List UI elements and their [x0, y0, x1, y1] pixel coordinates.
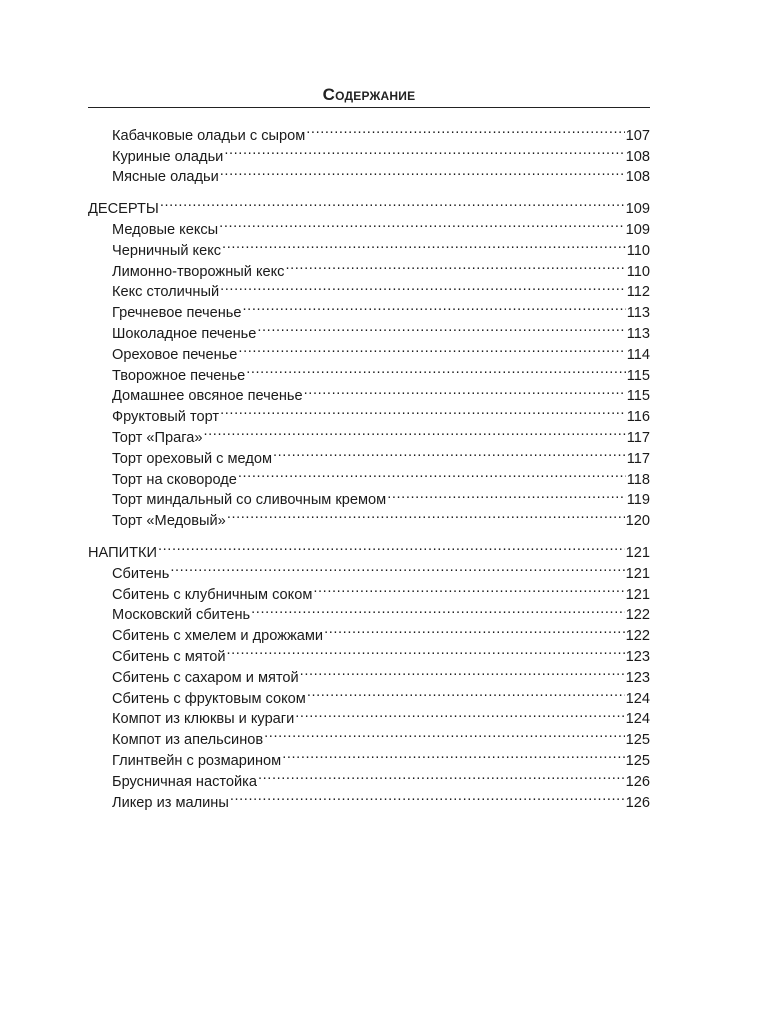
dot-leader [300, 661, 625, 682]
dot-leader [313, 578, 624, 599]
dot-leader [230, 786, 625, 807]
toc-page-number: 118 [626, 471, 650, 488]
toc-page-number: 109 [625, 201, 650, 218]
toc-page-number: 113 [626, 305, 650, 322]
toc-entry-title: Кекс столичный [112, 284, 220, 301]
toc-entry-title: Лимонно-творожный кекс [112, 263, 285, 280]
toc-entry-title: Ликер из малины [112, 794, 229, 811]
toc-section-heading[interactable] [88, 536, 650, 561]
toc-entry[interactable] [88, 119, 650, 144]
toc-page-number: 126 [625, 773, 650, 790]
dot-leader [258, 765, 625, 786]
toc-entry-title: Сбитень с сахаром и мятой [112, 669, 299, 686]
toc-page-number: 109 [625, 221, 650, 238]
toc-entry[interactable] [88, 557, 650, 582]
dot-leader [222, 234, 626, 255]
toc-page-number: 125 [625, 732, 650, 749]
toc-entry-title: Торт миндальный со сливочным кремом [112, 492, 387, 509]
page-header: Содержание [322, 85, 416, 104]
toc-page-number: 110 [626, 242, 650, 259]
dot-leader [220, 400, 626, 421]
dot-leader [227, 504, 625, 525]
toc-entry-title: Медовые кексы [112, 221, 219, 238]
toc-entry-title: Компот из апельсинов [112, 732, 264, 749]
toc-entry-title: Сбитень с фруктовым соком [112, 690, 306, 707]
toc-page-number: 122 [625, 628, 650, 645]
toc-page-number: 110 [626, 263, 650, 280]
toc-page-number: 115 [626, 388, 650, 405]
toc-entry-title: Глинтвейн с розмарином [112, 752, 282, 769]
dot-leader [304, 380, 626, 401]
dot-leader [324, 619, 625, 640]
dot-leader [285, 255, 625, 276]
toc-entry-title: Черничный кекс [112, 242, 222, 259]
toc-page-number: 113 [626, 325, 650, 342]
dot-leader [219, 213, 624, 234]
toc-entry-title: Куриные оладьи [112, 148, 224, 165]
dot-leader [282, 744, 624, 765]
toc-entry-title: Торт ореховый с медом [112, 450, 272, 467]
toc-entry-title: Торт «Прага» [112, 429, 203, 446]
dot-leader [295, 703, 624, 724]
dot-leader [204, 421, 626, 442]
toc-entry-title: Московский сбитень [112, 607, 251, 624]
dot-leader [158, 536, 625, 557]
table-of-contents [88, 119, 650, 811]
toc-page [88, 84, 650, 818]
toc-page-number: 117 [626, 450, 650, 467]
toc-page-number: 124 [625, 690, 650, 707]
toc-entry-title: Гречневое печенье [112, 305, 242, 322]
dot-leader [220, 276, 626, 297]
toc-page-number: 126 [625, 794, 650, 811]
toc-entry-title: Шоколадное печенье [112, 325, 257, 342]
toc-entry[interactable] [88, 213, 650, 238]
toc-page-number: 108 [625, 148, 650, 165]
dot-leader [243, 296, 626, 317]
toc-page-number: 114 [626, 346, 650, 363]
dot-leader [238, 463, 626, 484]
toc-entry-title: Компот из клюквы и кураги [112, 711, 295, 728]
toc-page-number: 125 [625, 752, 650, 769]
toc-page-number: 107 [625, 127, 650, 144]
toc-entry-title: Домашнее овсяное печенье [112, 388, 303, 405]
toc-entry-title: Кабачковые оладьи с сыром [112, 127, 306, 144]
toc-page-number: 116 [626, 409, 650, 426]
dot-leader [238, 338, 625, 359]
toc-entry-title: Сбитень с клубничным соком [112, 586, 313, 603]
toc-page-number: 112 [626, 284, 650, 301]
toc-page-number: 119 [626, 492, 650, 509]
toc-heading-title: ДЕСЕРТЫ [88, 201, 159, 218]
dot-leader [257, 317, 625, 338]
dot-leader [170, 557, 624, 578]
toc-page-number: 122 [625, 607, 650, 624]
toc-page-number: 121 [625, 586, 650, 603]
toc-page-number: 121 [625, 565, 650, 582]
toc-heading-title: НАПИТКИ [88, 544, 157, 561]
toc-entry-title: Фруктовый торт [112, 409, 220, 426]
toc-entry-title: Торт «Медовый» [112, 513, 226, 530]
toc-page-number: 123 [625, 648, 650, 665]
toc-section [88, 536, 650, 811]
toc-entry-title: Сбитень [112, 565, 170, 582]
dot-leader [273, 442, 626, 463]
toc-page-number: 120 [625, 513, 650, 530]
header-rule [88, 107, 650, 108]
toc-entry-title: Ореховое печенье [112, 346, 238, 363]
toc-entry-title: Брусничная настойка [112, 773, 257, 790]
toc-entry-title: Творожное печенье [112, 367, 246, 384]
toc-entry-title: Сбитень с мятой [112, 648, 226, 665]
dot-leader [307, 682, 625, 703]
toc-section [88, 119, 650, 186]
toc-page-number: 124 [625, 711, 650, 728]
dot-leader [160, 192, 625, 213]
dot-leader [220, 161, 625, 182]
toc-page-number: 121 [625, 544, 650, 561]
toc-section [88, 192, 650, 530]
dot-leader [251, 599, 625, 620]
toc-entry-title: Мясные оладьи [112, 169, 219, 186]
toc-section-heading[interactable] [88, 192, 650, 218]
dot-leader [264, 723, 625, 744]
toc-entry-title: Торт на сковороде [112, 471, 237, 488]
dot-leader [306, 119, 624, 140]
dot-leader [387, 484, 626, 505]
toc-page-number: 115 [626, 367, 650, 384]
toc-entry-title: Сбитень с хмелем и дрожжами [112, 628, 324, 645]
dot-leader [246, 359, 626, 380]
toc-page-number: 108 [625, 169, 650, 186]
toc-page-number: 117 [626, 429, 650, 446]
toc-page-number: 123 [625, 669, 650, 686]
toc-entry[interactable] [88, 578, 650, 603]
dot-leader [224, 140, 624, 161]
dot-leader [226, 640, 624, 661]
